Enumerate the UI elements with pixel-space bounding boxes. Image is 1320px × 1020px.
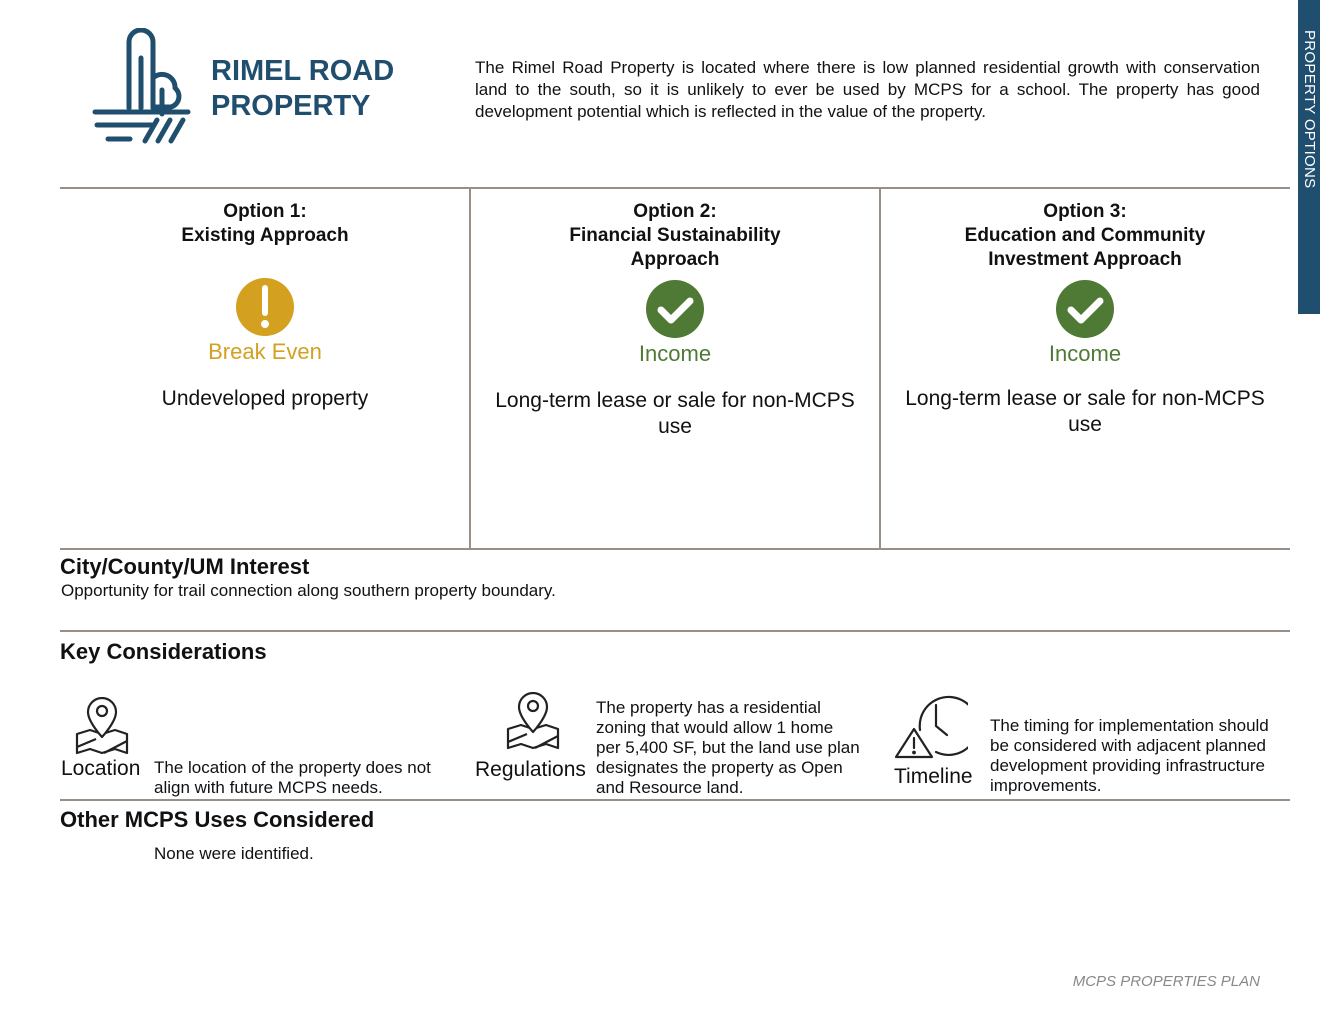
- key-considerations-title: Key Considerations: [60, 639, 267, 664]
- title-line-1: RIMEL ROAD: [211, 55, 395, 87]
- option-status: Break Even: [208, 339, 322, 364]
- tree-logo-icon: [92, 28, 192, 146]
- exclamation-icon: [235, 277, 295, 337]
- text-line: development providing infrastructure: [990, 756, 1265, 775]
- divider-considerations-bottom: [60, 799, 1290, 801]
- option-description: Undeveloped property: [161, 387, 369, 410]
- option-number: Option 2:: [633, 201, 717, 222]
- text-line: The property has a residential: [596, 698, 821, 717]
- interest-text: Opportunity for trail connection along southern property boundary.: [61, 581, 556, 600]
- consider-text-timeline: [990, 716, 1269, 796]
- option-description: Long-term lease or sale for non-MCPS use: [495, 389, 855, 438]
- consider-label-timeline: Timeline: [894, 765, 973, 788]
- text-line: The timing for implementation should: [990, 716, 1269, 735]
- consider-text-regulations: [596, 698, 860, 798]
- text-line: designates the property as Open: [596, 758, 843, 777]
- clock-warning-icon: [892, 694, 968, 760]
- option-number: Option 3:: [1043, 201, 1127, 222]
- page-title: [211, 54, 394, 124]
- interest-title: City/County/UM Interest: [60, 554, 310, 579]
- option-approach: Financial Sustainability: [569, 225, 781, 246]
- footer-text: MCPS PROPERTIES PLAN: [1072, 973, 1260, 990]
- consider-text-location: [154, 758, 431, 798]
- other-uses-title: Other MCPS Uses Considered: [60, 807, 375, 832]
- divider-top: [60, 187, 1290, 189]
- consider-label-regulations: Regulations: [475, 758, 586, 781]
- map-pin-icon: [74, 697, 130, 755]
- text-line: and Resource land.: [596, 778, 744, 797]
- option-status: Income: [1048, 341, 1122, 366]
- checkmark-icon: [645, 279, 705, 339]
- intro-paragraph: The Rimel Road Property is located where there is low planned residential growth with conservation land to the south, so it is unlikely to ever be used by MCPS for a school. The property has good development potential which is reflected in the value of the property.: [475, 58, 1260, 121]
- text-line: The location of the property does not: [154, 758, 431, 777]
- option-2: [470, 200, 880, 440]
- option-heading: [60, 200, 470, 248]
- option-description: Long-term lease or sale for non-MCPS use: [905, 387, 1265, 436]
- option-status: Income: [638, 341, 712, 366]
- option-heading: [880, 200, 1290, 272]
- text-line: zoning that would allow 1 home: [596, 718, 834, 737]
- option-heading: [470, 200, 880, 272]
- other-uses-text: None were identified.: [154, 844, 314, 863]
- checkmark-icon: [1055, 279, 1115, 339]
- text-line: align with future MCPS needs.: [154, 778, 383, 797]
- option-approach-cont: Investment Approach: [988, 249, 1182, 270]
- consider-label-location: Location: [61, 757, 141, 780]
- option-1: [60, 200, 470, 412]
- option-approach-cont: Approach: [630, 249, 720, 270]
- option-approach: Education and Community: [964, 225, 1206, 246]
- divider-interest-bottom: [60, 630, 1290, 632]
- option-number: Option 1:: [223, 201, 307, 222]
- text-line: per 5,400 SF, but the land use plan: [596, 738, 860, 757]
- side-tab-label: PROPERTY OPTIONS: [1301, 30, 1318, 189]
- text-line: be considered with adjacent planned: [990, 736, 1266, 755]
- side-tab: [1298, 0, 1320, 314]
- text-line: improvements.: [990, 776, 1102, 795]
- divider-options-bottom: [60, 548, 1290, 550]
- title-line-2: PROPERTY: [211, 90, 371, 122]
- option-3: [880, 200, 1290, 438]
- option-approach: Existing Approach: [181, 225, 349, 246]
- map-pin-icon: [505, 692, 561, 750]
